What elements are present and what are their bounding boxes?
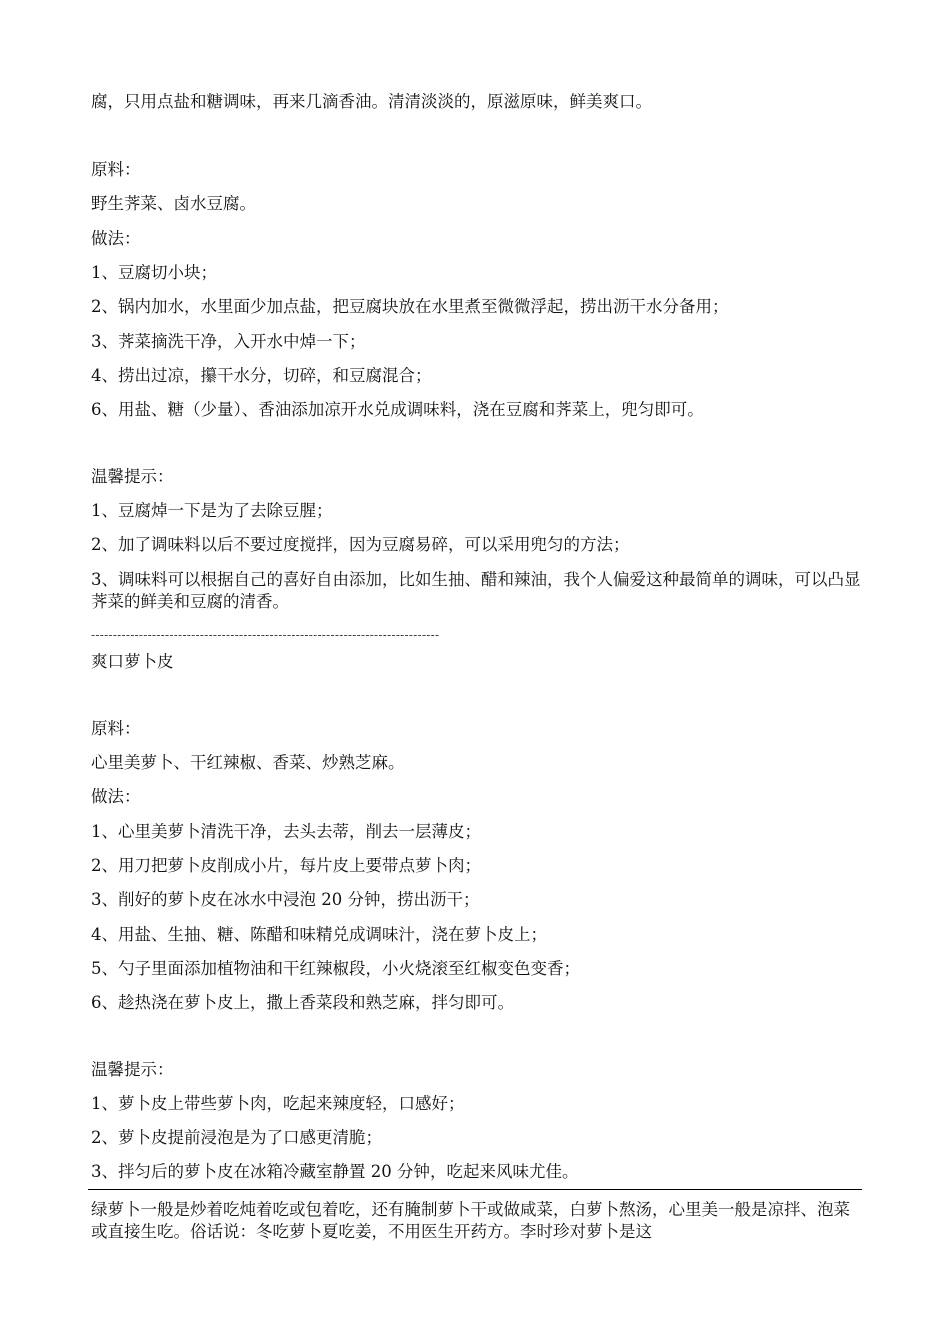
section1-step: 3、荠菜摘洗干净，入开水中焯一下； [91,332,366,351]
section2-title: 爽口萝卜皮 [91,652,174,671]
dashed-divider: -------------------------------------------------------------------------------- [91,628,440,642]
section1-step: 1、豆腐切小块； [91,263,217,282]
section1-ingredients: 野生荠菜、卤水豆腐。 [91,194,256,213]
section1-step: 4、捞出过凉，攥干水分，切碎，和豆腐混合； [91,366,432,385]
section2-method-label: 做法： [91,787,141,806]
section2-step: 3、削好的萝卜皮在冰水中浸泡 20 分钟，捞出沥干； [91,890,480,909]
section2-step: 4、用盐、生抽、糖、陈醋和味精兑成调味汁，浇在萝卜皮上； [91,925,547,944]
section2-step: 2、用刀把萝卜皮削成小片，每片皮上要带点萝卜肉； [91,856,481,875]
section2-ingredients-label: 原料： [91,719,141,738]
section2-tip: 2、萝卜皮提前浸泡是为了口感更清脆； [91,1128,382,1147]
section2-step: 1、心里美萝卜清洗干净，去头去蒂，削去一层薄皮； [91,822,481,841]
section1-ingredients-label: 原料： [91,160,141,179]
section2-step: 5、勺子里面添加植物油和干红辣椒段，小火烧滚至红椒变色变香； [91,959,580,978]
section2-ingredients: 心里美萝卜、干红辣椒、香菜、炒熟芝麻。 [91,753,405,772]
section1-step: 2、锅内加水，水里面少加点盐，把豆腐块放在水里煮至微微浮起，捞出沥干水分备用； [91,297,729,316]
section2-tip: 1、萝卜皮上带些萝卜肉，吃起来辣度轻，口感好； [91,1094,465,1113]
horizontal-rule [88,1189,862,1190]
section1-tip: 2、加了调味料以后不要过度搅拌，因为豆腐易碎，可以采用兜匀的方法； [91,535,630,554]
section2-step: 6、趁热浇在萝卜皮上，撒上香菜段和熟芝麻，拌匀即可。 [91,993,514,1012]
section2-tip: 3、拌匀后的萝卜皮在冰箱冷藏室静置 20 分钟，吃起来风味尤佳。 [91,1162,579,1181]
section1-tip: 3、调味料可以根据自己的喜好自由添加，比如生抽、醋和辣油，我个人偏爱这种最简单的调味，可以凸显荠菜的鲜美和豆腐的清香。 [91,570,861,611]
section1-step: 6、用盐、糖（少量）、香油添加凉开水兑成调味料，浇在豆腐和荠菜上，兜匀即可。 [91,400,704,419]
section1-tips-label: 温馨提示： [91,467,174,486]
section1-intro-text: 腐，只用点盐和糖调味，再来几滴香油。清清淡淡的，原滋原味，鲜美爽口。 [91,92,652,111]
section1-tip: 1、豆腐焯一下是为了去除豆腥； [91,501,333,520]
section2-tips-label: 温馨提示： [91,1060,174,1079]
section1-method-label: 做法： [91,229,141,248]
section3-paragraph: 绿萝卜一般是炒着吃炖着吃或包着吃，还有腌制萝卜干或做咸菜，白萝卜熬汤，心里美一般是凉拌、泡菜或直接生吃。俗话说：冬吃萝卜夏吃姜，不用医生开药方。李时珍对萝卜是这 [91,1200,850,1241]
